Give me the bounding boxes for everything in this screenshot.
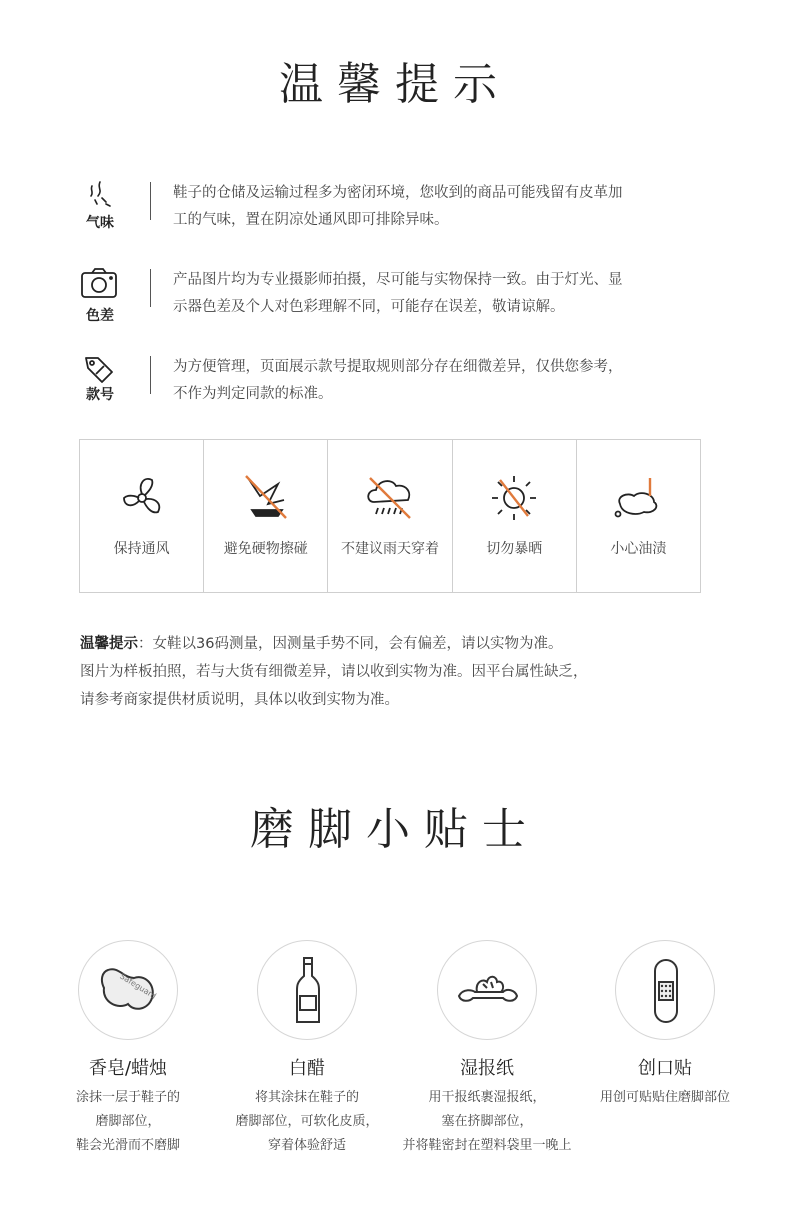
tip-text — [173, 267, 718, 321]
no-hard-object-icon — [238, 470, 294, 526]
tool-circle — [78, 940, 178, 1040]
tool-circle — [615, 940, 715, 1040]
care-label: 小心油渍 — [610, 541, 667, 557]
tool-name: 香皂/蜡烛 — [88, 1058, 168, 1079]
section-title-blister-tips: 磨脚小贴士 — [250, 804, 540, 855]
tool-desc-line: 穿着体验舒适 — [267, 1138, 346, 1153]
tool-circle — [257, 940, 357, 1040]
section-title-warm-tips: 温馨提示 — [279, 59, 511, 110]
tool-name: 白醋 — [289, 1058, 325, 1079]
tip-text-line: 工的气味，置在阴凉处通风即可排除异味。 — [173, 212, 449, 228]
tool-vinegar — [207, 940, 407, 1158]
tool-desc-line: 磨脚部位，可软化皮质， — [235, 1114, 379, 1129]
tool-desc-line: 并将鞋密封在塑料袋里一晚上 — [402, 1138, 572, 1153]
note-line: 请参考商家提供材质说明，具体以收到实物为准。 — [80, 692, 399, 708]
note-line: 图片为样板拍照，若与大货有细微差异，请以收到实物为准。因平台属性缺乏， — [80, 664, 588, 680]
tip-text-line: 不作为判定同款的标准。 — [173, 386, 333, 402]
tool-desc-line: 用干报纸裹湿报纸， — [428, 1090, 546, 1105]
tool-name: 创口贴 — [638, 1058, 692, 1079]
tip-text-line: 产品图片均为专业摄影师拍摄，尽可能与实物保持一致。由于灯光、显 — [173, 272, 623, 288]
wet-paper-icon — [453, 956, 523, 1026]
care-label: 不建议雨天穿着 — [341, 541, 439, 557]
divider — [150, 269, 151, 307]
care-label: 保持通风 — [113, 541, 170, 557]
tool-bandage — [565, 940, 765, 1110]
tool-soap — [28, 940, 228, 1158]
tool-desc-line: 塞在挤脚部位， — [441, 1114, 533, 1129]
tip-text-line: 示器色差及个人对色彩理解不同，可能存在误差，敬请谅解。 — [173, 299, 565, 315]
tip-text — [173, 180, 718, 234]
tip-row-color — [78, 267, 718, 331]
oil-stain-icon — [610, 470, 666, 526]
tool-desc-line: 用创可贴贴住磨脚部位 — [599, 1090, 730, 1105]
divider — [150, 356, 151, 394]
tool-desc-line: 涂抹一层于鞋子的 — [75, 1090, 180, 1105]
care-item — [577, 440, 700, 592]
tip-row-smell — [78, 180, 718, 244]
care-label: 切勿暴晒 — [486, 541, 543, 557]
tool-desc — [28, 1086, 228, 1158]
care-item — [453, 440, 577, 592]
no-rain-icon — [362, 470, 418, 526]
tool-desc — [207, 1086, 407, 1158]
vinegar-bottle-icon — [273, 956, 343, 1026]
note-bold-label: 温馨提示 — [80, 636, 138, 652]
tool-desc — [387, 1086, 587, 1158]
fan-icon — [114, 470, 170, 526]
soap-icon — [94, 956, 164, 1026]
tip-text — [173, 354, 718, 408]
bandage-icon — [631, 956, 701, 1026]
tip-label: 色差 — [86, 308, 114, 324]
note-line — [80, 630, 720, 658]
tool-wet-paper — [387, 940, 587, 1158]
tip-text-line: 为方便管理，页面展示款号提取规则部分存在细微差异，仅供您参考， — [173, 359, 623, 375]
care-label: 避免硬物擦碰 — [223, 541, 308, 557]
care-item — [328, 440, 452, 592]
tool-desc-line: 磨脚部位， — [95, 1114, 161, 1129]
smell-icon — [78, 180, 122, 216]
warm-tip-note — [80, 630, 720, 714]
tool-name: 湿报纸 — [460, 1058, 514, 1079]
tool-circle — [437, 940, 537, 1040]
tip-row-style-number — [78, 354, 718, 418]
camera-icon — [78, 267, 122, 303]
tip-text-line: 鞋子的仓储及运输过程多为密闭环境，您收到的商品可能残留有皮革加 — [173, 185, 623, 201]
care-item — [80, 440, 204, 592]
tip-label: 款号 — [86, 387, 114, 403]
care-item — [204, 440, 328, 592]
tool-desc — [565, 1086, 765, 1110]
care-icons-grid — [79, 439, 701, 593]
divider — [150, 182, 151, 220]
note-text: ：女鞋以36码测量，因测量手势不同，会有偏差，请以实物为准。 — [138, 636, 563, 652]
tip-label: 气味 — [86, 215, 114, 231]
no-sun-icon — [486, 470, 542, 526]
tool-desc-line: 将其涂抹在鞋子的 — [254, 1090, 359, 1105]
soap-text: Safeguard — [118, 971, 158, 1001]
tool-desc-line: 鞋会光滑而不磨脚 — [75, 1138, 180, 1153]
